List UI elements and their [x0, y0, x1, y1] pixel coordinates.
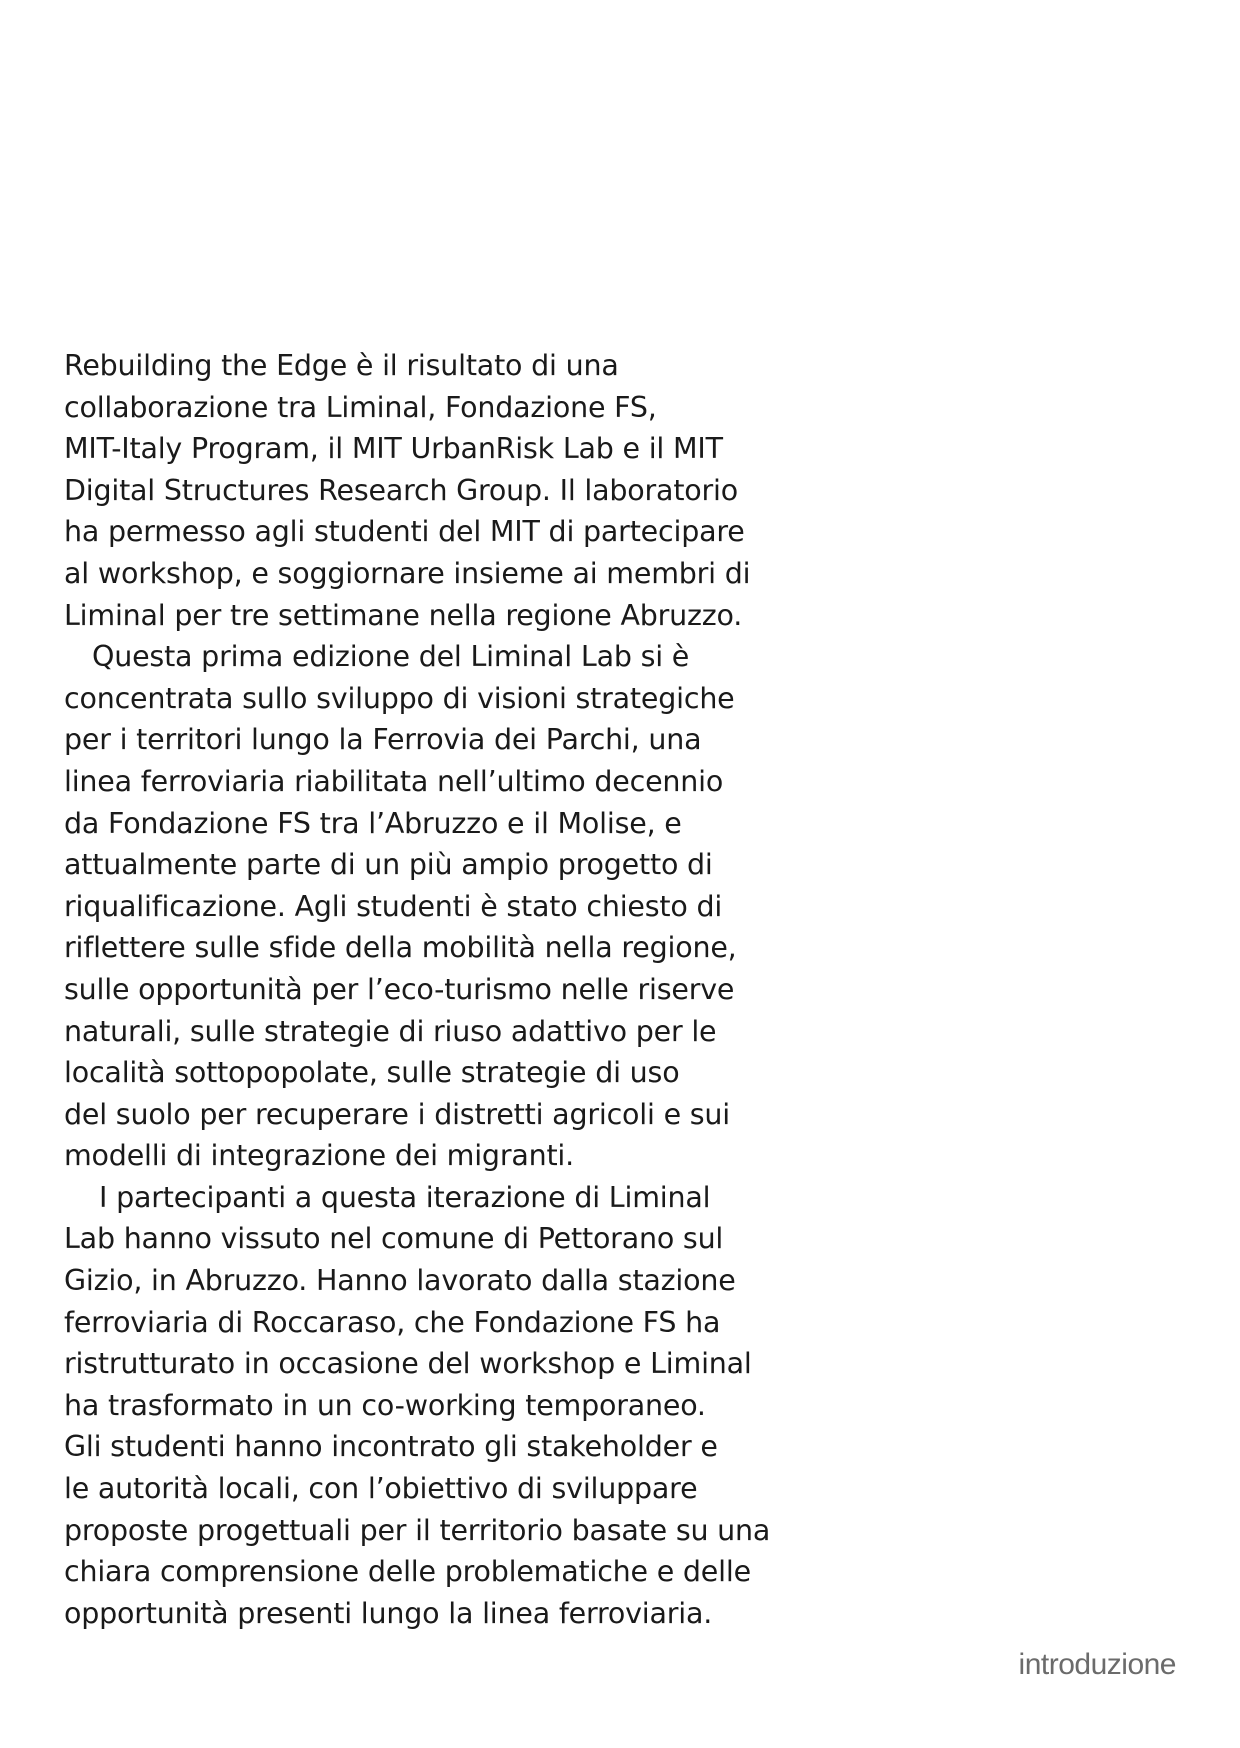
text-line: ferroviaria di Roccaraso, che Fondazione FS ha	[64, 1305, 721, 1339]
text-line: per i territori lungo la Ferrovia dei Parchi, una	[64, 723, 702, 757]
text-line: Lab hanno vissuto nel comune di Pettorano sul	[64, 1222, 724, 1256]
text-line: Rebuilding the Edge è il risultato di una	[64, 349, 619, 382]
text-line: naturali, sulle strategie di riuso adattivo per le	[64, 1014, 717, 1048]
text-line: Gli studenti hanno incontrato gli stakeholder e	[64, 1430, 718, 1464]
text-line: proposte progettuali per il territorio basate su una	[64, 1513, 771, 1547]
text-line: chiara comprensione delle problematiche e delle	[64, 1555, 751, 1589]
text-line: riqualificazione. Agli studenti è stato chiesto di	[64, 889, 723, 923]
text-line: Liminal per tre settimane nella regione Abruzzo.	[64, 598, 743, 632]
text-line: opportunità presenti lungo la linea ferroviaria.	[64, 1596, 713, 1630]
text-line: linea ferroviaria riabilitata nell’ultimo decennio	[64, 764, 724, 798]
text-line: I partecipanti a questa iterazione di Liminal	[99, 1180, 711, 1214]
text-line: MIT-Italy Program, il MIT UrbanRisk Lab e il MIT	[64, 432, 723, 466]
text-line: al workshop, e soggiornare insieme ai membri di	[64, 556, 751, 590]
text-line: Gizio, in Abruzzo. Hanno lavorato dalla stazione	[64, 1264, 736, 1298]
text-line: Questa prima edizione del Liminal Lab si è	[92, 640, 690, 674]
text-line: riflettere sulle sfide della mobilità nella regione,	[64, 931, 737, 965]
text-line: concentrata sullo sviluppo di visioni strategiche	[64, 681, 735, 715]
text-line: le autorità locali, con l’obiettivo di sviluppare	[64, 1472, 698, 1506]
text-line: ha permesso agli studenti del MIT di partecipare	[64, 515, 745, 549]
body-text	[64, 345, 804, 1634]
text-line: Digital Structures Research Group. Il laboratorio	[64, 473, 739, 507]
text-line: ha trasformato in un co-working temporaneo.	[64, 1388, 706, 1422]
text-line: da Fondazione FS tra l’Abruzzo e il Molise, e	[64, 806, 682, 840]
text-line: attualmente parte di un più ampio progetto di	[64, 848, 713, 882]
section-label: introduzione	[1018, 1648, 1176, 1681]
paragraph-2	[64, 636, 804, 1177]
text-line: collaborazione tra Liminal, Fondazione FS,	[64, 390, 657, 424]
paragraph-3	[64, 1177, 804, 1635]
text-line: sulle opportunità per l’eco-turismo nelle riserve	[64, 972, 735, 1006]
text-line: modelli di integrazione dei migranti.	[64, 1139, 575, 1173]
paragraph-1	[64, 345, 804, 636]
text-line: ristrutturato in occasione del workshop e Liminal	[64, 1347, 752, 1381]
text-line: località sottopopolate, sulle strategie di uso	[64, 1056, 680, 1090]
text-line: del suolo per recuperare i distretti agricoli e sui	[64, 1097, 730, 1131]
